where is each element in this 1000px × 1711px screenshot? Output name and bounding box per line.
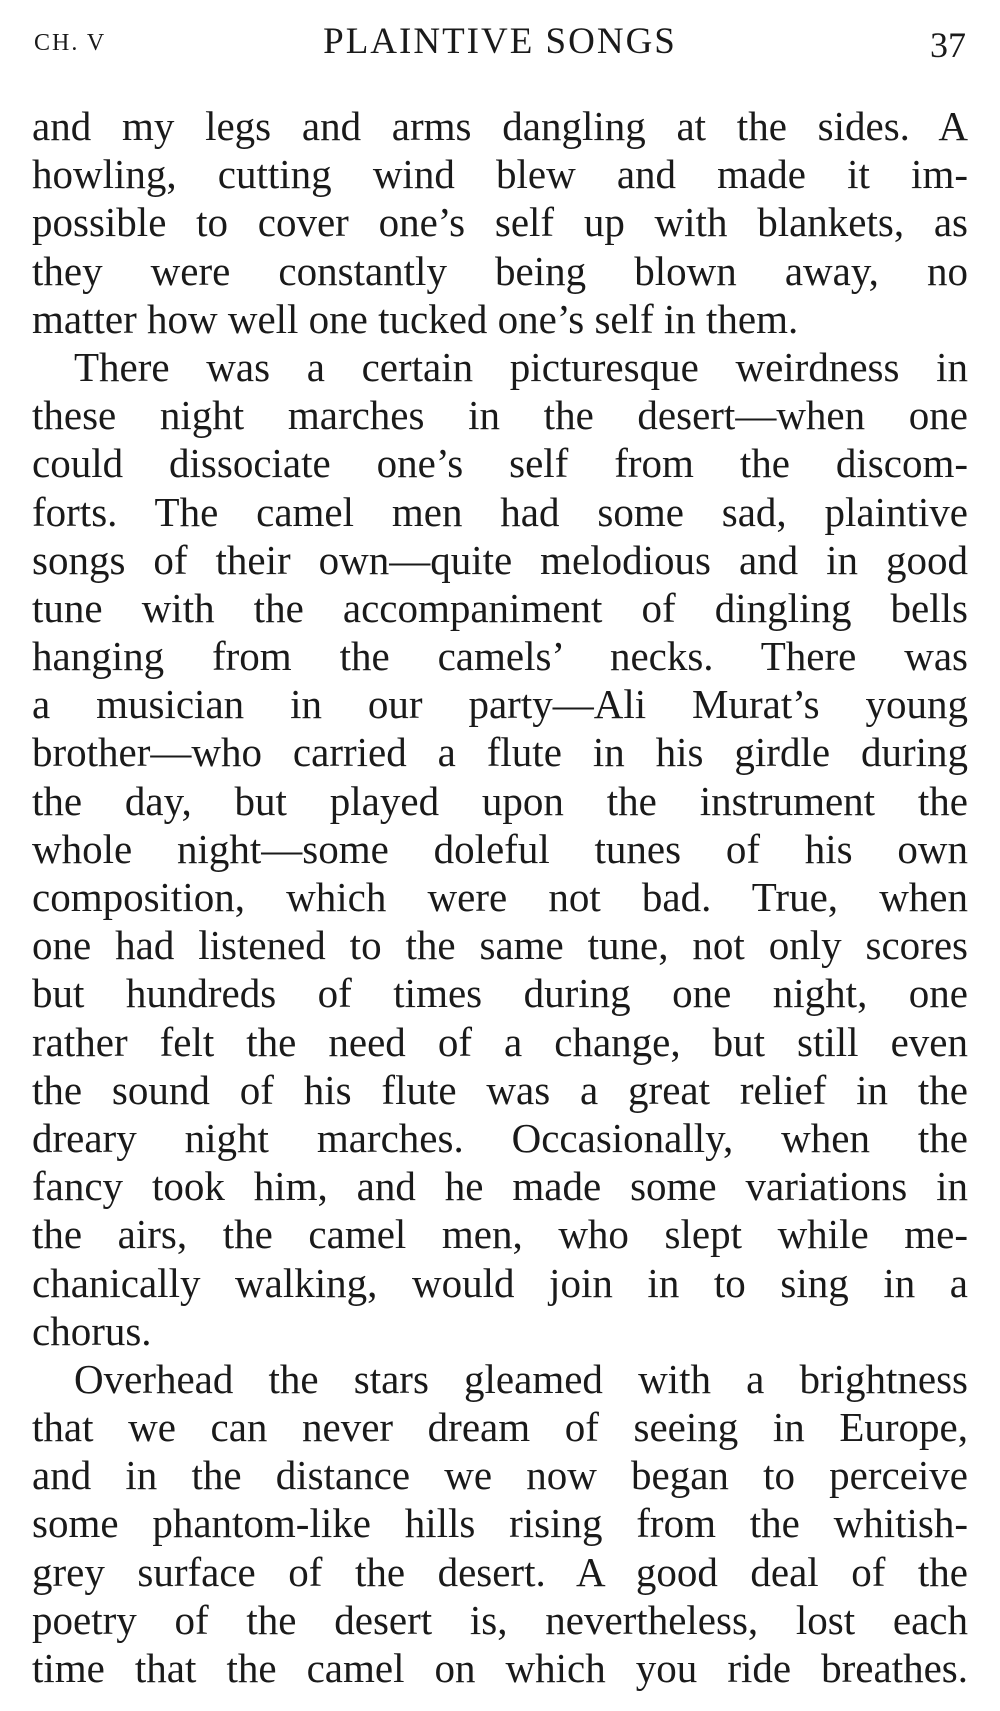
text-line: they were constantly being blown away, no xyxy=(32,247,968,294)
text-line: There was a certain picturesque weirdness in xyxy=(74,343,968,390)
text-line: rather felt the need of a change, but still even xyxy=(32,1018,968,1065)
text-line: but hundreds of times during one night, one xyxy=(32,970,968,1017)
text-line: and in the distance we now began to perceive xyxy=(32,1452,968,1499)
text-line: chorus. xyxy=(32,1307,152,1354)
body-text xyxy=(32,102,968,1692)
text-line: possible to cover one’s self up with blankets, as xyxy=(32,199,968,246)
text-line: poetry of the desert is, nevertheless, lost each xyxy=(32,1596,968,1643)
text-line: a musician in our party—Ali Murat’s young xyxy=(32,681,968,728)
text-line: chanically walking, would join in to sing in a xyxy=(32,1259,968,1306)
chapter-label: CH. V xyxy=(34,30,107,56)
text-line: these night marches in the desert—when one xyxy=(32,392,968,439)
text-line: the airs, the camel men, who slept while me- xyxy=(32,1211,968,1258)
text-line: songs of their own—quite melodious and in good xyxy=(32,536,968,583)
text-line: matter how well one tucked one’s self in them. xyxy=(32,295,799,342)
running-head xyxy=(34,16,966,66)
text-line: dreary night marches. Occasionally, when the xyxy=(32,1114,968,1161)
text-line: and my legs and arms dangling at the sides. A xyxy=(32,103,968,149)
page-number: 37 xyxy=(930,25,966,65)
text-line: the sound of his flute was a great relief in the xyxy=(32,1066,968,1113)
text-line: could dissociate one’s self from the discom- xyxy=(32,440,968,487)
text-line: composition, which were not bad. True, when xyxy=(32,874,968,920)
text-line: brother—who carried a flute in his girdle during xyxy=(32,729,968,776)
text-line: forts. The camel men had some sad, plaintive xyxy=(32,488,968,535)
text-line: fancy took him, and he made some variations in xyxy=(32,1163,968,1210)
page-title: PLAINTIVE SONGS xyxy=(323,21,677,62)
text-line: grey surface of the desert. A good deal of the xyxy=(32,1548,968,1595)
text-line: whole night—some doleful tunes of his own xyxy=(32,825,968,872)
text-line: howling, cutting wind blew and made it im- xyxy=(32,151,968,198)
text-line: Overhead the stars gleamed with a brightness xyxy=(74,1355,968,1402)
text-line: hanging from the camels’ necks. There was xyxy=(32,633,968,680)
text-line: the day, but played upon the instrument the xyxy=(32,777,968,824)
text-line: one had listened to the same tune, not only scores xyxy=(32,922,968,969)
text-line: some phantom-like hills rising from the whitish- xyxy=(32,1500,968,1547)
text-line: time that the camel on which you ride breathes. xyxy=(32,1645,968,1691)
text-line: that we can never dream of seeing in Europe, xyxy=(32,1404,968,1451)
text-line: tune with the accompaniment of dingling bells xyxy=(32,584,968,631)
